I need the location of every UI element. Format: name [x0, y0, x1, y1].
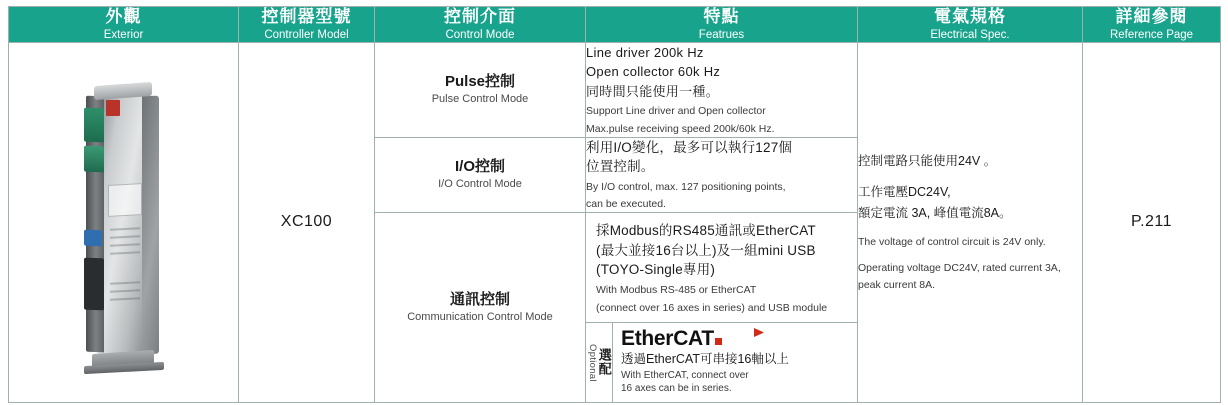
optional-ethercat-block	[586, 322, 857, 402]
electrical-cn-3: 額定電流 3A, 峰值電流8A。	[858, 206, 1012, 221]
electrical-cn-2: 工作電壓DC24V,	[858, 184, 951, 199]
header-control-mode-en: Control Mode	[445, 28, 515, 41]
electrical-spec-cell	[858, 42, 1083, 402]
features-comm-en-1: With Modbus RS-485 or EtherCAT	[596, 283, 757, 296]
features-communication	[586, 213, 858, 403]
ethercat-logo-cat: CAT	[673, 327, 714, 351]
features-pulse-en-1: Support Line driver and Open collector	[586, 105, 766, 118]
features-io-cn-1: 利用I/O變化，最多可以執行127個	[586, 139, 793, 155]
header-features-cn: 特點	[703, 7, 740, 26]
product-image-cell	[9, 42, 239, 402]
header-exterior-en: Exterior	[103, 28, 144, 41]
header-electrical-spec-en: Electrical Spec.	[930, 28, 1010, 41]
features-comm-en-2: (connect over 16 axes in series) and USB module	[596, 301, 828, 314]
optional-en-2: 16 axes can be in series.	[621, 383, 732, 395]
features-pulse-cn-1: Line driver 200k Hz	[586, 44, 704, 60]
header-exterior	[9, 7, 239, 43]
ethercat-logo-ether: Ether	[621, 327, 674, 351]
control-mode-pulse	[375, 42, 586, 137]
header-electrical-spec-cn: 電氣規格	[934, 7, 1006, 26]
optional-cn-1: 透過EtherCAT可串接16軸以上	[621, 352, 789, 367]
table-header-row	[9, 7, 1221, 43]
control-mode-communication-en: Communication Control Mode	[407, 310, 553, 323]
controller-product-image	[54, 72, 194, 372]
control-mode-communication-cn: 通訊控制	[449, 290, 510, 308]
header-control-mode-cn: 控制介面	[444, 7, 516, 26]
features-pulse-cn-3: 同時間只能使用一種。	[586, 83, 720, 99]
control-mode-communication	[375, 213, 586, 403]
ethercat-arrow-icon	[724, 326, 764, 338]
control-mode-io-en: I/O Control Mode	[438, 178, 522, 191]
header-reference-page-en: Reference Page	[1109, 28, 1194, 41]
controller-model-cell: XC100	[239, 42, 375, 402]
features-comm-cn-1: 採Modbus的RS485通訊或EtherCAT	[596, 223, 816, 239]
features-pulse-en-2: Max.pulse receiving speed 200k/60k Hz.	[586, 122, 775, 135]
electrical-en-3: peak current 8A.	[858, 278, 936, 291]
header-controller-model-en: Controller Model	[264, 28, 349, 41]
header-exterior-cn: 外觀	[105, 7, 142, 26]
controller-spec-table	[8, 6, 1221, 403]
header-control-mode	[375, 7, 586, 43]
features-io-en-2: can be executed.	[586, 198, 666, 211]
electrical-en-2: Operating voltage DC24V, rated current 3A,	[858, 262, 1061, 275]
features-pulse	[586, 42, 858, 137]
electrical-cn-1: 控制電路只能使用24V 。	[858, 153, 997, 168]
ethercat-logo-dot	[715, 338, 722, 345]
features-comm-cn-2: (最大並接16台以上)及一組mini USB	[596, 242, 816, 258]
header-reference-page	[1083, 7, 1221, 43]
ethercat-logo-text	[621, 328, 722, 349]
reference-page-cell: P.211	[1083, 42, 1221, 402]
header-features-en: Featrues	[698, 28, 745, 41]
header-features	[586, 7, 858, 43]
control-mode-io-cn: I/O控制	[454, 158, 505, 176]
features-io-en-1: By I/O control, max. 127 positioning points,	[586, 180, 786, 193]
header-electrical-spec	[858, 7, 1083, 43]
ethercat-logo	[621, 328, 851, 349]
optional-tag-en: Optional	[586, 343, 598, 382]
header-controller-model-cn: 控制器型號	[261, 7, 352, 26]
control-mode-io	[375, 137, 586, 213]
control-mode-pulse-cn: Pulse控制	[444, 73, 516, 91]
electrical-en-1: The voltage of control circuit is 24V only.	[858, 236, 1046, 249]
optional-en-1: With EtherCAT, connect over	[621, 369, 749, 381]
header-reference-page-cn: 詳細參閱	[1115, 7, 1188, 26]
optional-tag	[586, 323, 613, 402]
header-controller-model	[239, 7, 375, 43]
features-pulse-cn-2: Open collector 60k Hz	[586, 64, 721, 80]
table-row	[9, 42, 1221, 137]
features-io	[586, 137, 858, 213]
features-comm-cn-3: (TOYO-Single專用)	[596, 262, 716, 278]
features-io-cn-2: 位置控制。	[586, 159, 655, 175]
control-mode-pulse-en: Pulse Control Mode	[431, 93, 529, 106]
optional-tag-cn: 選配	[596, 348, 612, 377]
